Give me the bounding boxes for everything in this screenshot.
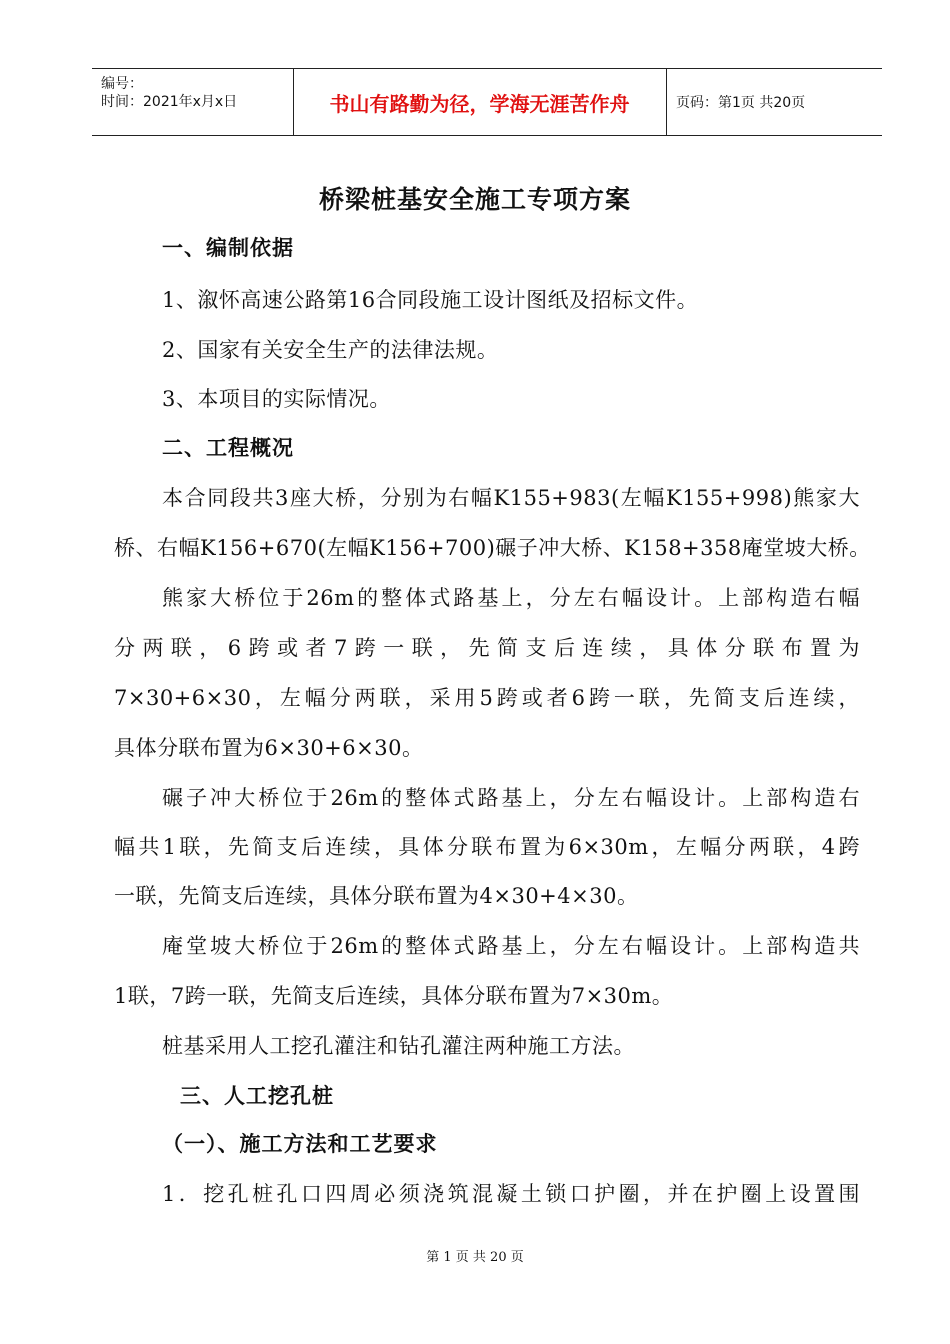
overview-p4-line-2: 1联，7跨一联，先简支后连续，具体分联布置为7×30m。 [114, 984, 674, 1008]
overview-p2-line-3: 7×30+6×30，左幅分两联，采用5跨或者6跨一联，先简支后连续， [114, 686, 860, 710]
overview-p2-line-2: 分两联，6跨或者7跨一联，先简支后连续，具体分联布置为 [114, 636, 860, 660]
section-heading-basis: 一、编制依据 [162, 235, 294, 260]
page-footer: 第 1 页 共 20 页 [426, 1250, 524, 1265]
header-page-label: 页码：第1页 共20页 [676, 95, 806, 111]
subsection-heading-method: （一）、施工方法和工艺要求 [162, 1131, 438, 1156]
method-item-1: 1．挖孔桩孔口四周必须浇筑混凝土锁口护圈，并在护圈上设置围 [162, 1182, 860, 1206]
overview-p1-line-1: 本合同段共3座大桥，分别为右幅K155+983(左幅K155+998)熊家大 [162, 486, 860, 510]
header-page-cell [666, 69, 882, 135]
header-motto-cell [293, 69, 667, 135]
section-heading-overview: 二、工程概况 [162, 435, 294, 460]
overview-p5: 桩基采用人工挖孔灌注和钻孔灌注两种施工方法。 [162, 1034, 635, 1058]
overview-p3-line-3: 一联，先简支后连续，具体分联布置为4×30+4×30。 [114, 884, 639, 908]
overview-p3-line-2: 幅共1联，先简支后连续，具体分联布置为6×30m，左幅分两联，4跨 [114, 835, 860, 859]
header-motto: 书山有路勤为径，学海无涯苦作舟 [329, 91, 630, 116]
doc-number-label: 编号： [101, 76, 143, 92]
overview-p3-line-1: 碾子冲大桥位于26m的整体式路基上，分左右幅设计。上部构造右 [162, 786, 860, 810]
document-title: 桥梁桩基安全施工专项方案 [318, 185, 631, 214]
basis-item-3: 3、本项目的实际情况。 [162, 387, 391, 411]
overview-p1-line-2: 桥、右幅K156+670(左幅K156+700)碾子冲大桥、K158+358庵堂坡大桥。 [114, 536, 871, 560]
overview-p2-line-4: 具体分联布置为6×30+6×30。 [114, 736, 424, 760]
basis-item-2: 2、国家有关安全生产的法律法规。 [162, 338, 499, 362]
page-header [92, 68, 882, 136]
overview-p2-line-1: 熊家大桥位于26m的整体式路基上，分左右幅设计。上部构造右幅 [162, 586, 860, 610]
section-heading-manual-pile: 三、人工挖孔桩 [180, 1083, 334, 1108]
overview-p4-line-1: 庵堂坡大桥位于26m的整体式路基上，分左右幅设计。上部构造共 [162, 934, 860, 958]
doc-time-label: 时间：2021年x月x日 [101, 94, 238, 110]
header-meta-cell [92, 69, 294, 135]
basis-item-1: 1、溆怀高速公路第16合同段施工设计图纸及招标文件。 [162, 288, 699, 312]
